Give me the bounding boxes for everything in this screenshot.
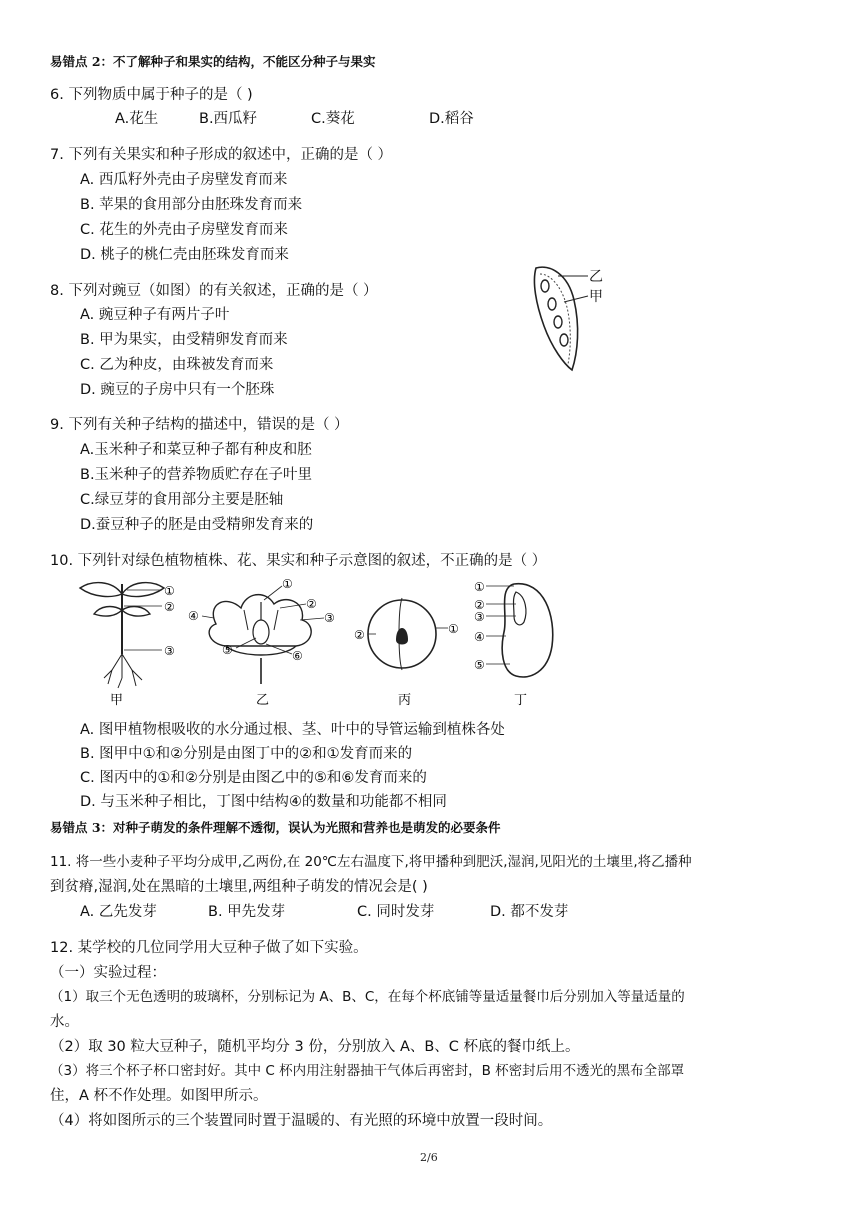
yi-marker-1: ① bbox=[282, 577, 293, 591]
q9-option-d: D.蚕豆种子的胚是由受精卵发育来的 bbox=[80, 517, 314, 533]
q12-step-3: （3）将三个杯子杯口密封好。其中 C 杯内用注射器抽干气体后再密封，B 杯密封后用不透光的黑布全部罩 bbox=[50, 1063, 685, 1079]
figure-jia-plant bbox=[72, 574, 192, 708]
question-8-stem: 8. 下列对豌豆（如图）的有关叙述，正确的是（ ） bbox=[50, 283, 378, 299]
yi-marker-3: ③ bbox=[324, 611, 335, 625]
figure-bing-fruit bbox=[352, 594, 462, 708]
q9-option-c: C.绿豆芽的食用部分主要是胚轴 bbox=[80, 492, 284, 508]
q6-option-c: C.葵花 bbox=[311, 111, 355, 127]
q6-option-a: A.花生 bbox=[115, 111, 159, 127]
q8-option-d: D. 豌豆的子房中只有一个胚珠 bbox=[80, 382, 275, 398]
q10-option-a: A. 图甲植物根吸收的水分通过根、茎、叶中的导管运输到植株各处 bbox=[80, 722, 505, 738]
figure-caption-yi: 乙 bbox=[256, 693, 270, 708]
q9-option-b: B.玉米种子的营养物质贮存在子叶里 bbox=[80, 467, 313, 483]
q10-option-d: D. 与玉米种子相比，丁图中结构④的数量和功能都不相同 bbox=[80, 794, 447, 810]
question-6-stem: 6. 下列物质中属于种子的是（ ) bbox=[50, 87, 253, 103]
ding-marker-4: ④ bbox=[474, 630, 485, 644]
pea-pod-figure bbox=[528, 260, 612, 376]
question-9-stem: 9. 下列有关种子结构的描述中，错误的是（ ） bbox=[50, 417, 349, 433]
pea-label-yi: 乙 bbox=[589, 269, 603, 285]
q10-option-b: B. 图甲中①和②分别是由图丁中的②和①发育而来的 bbox=[80, 746, 413, 762]
question-11-stem-line1: 11. 将一些小麦种子平均分成甲,乙两份,在 20℃左右温度下,将甲播种到肥沃,湿润,见阳光的土壤里,将乙播种 bbox=[50, 854, 692, 870]
ding-marker-3: ③ bbox=[474, 610, 485, 624]
question-7-stem: 7. 下列有关果实和种子形成的叙述中，正确的是（ ） bbox=[50, 147, 393, 163]
q12-step-1-cont: 水。 bbox=[50, 1014, 79, 1030]
q12-step-1: （1）取三个无色透明的玻璃杯，分别标记为 A、B、C，在每个杯底铺等量适量餐巾后分别加入等量适量的 bbox=[50, 989, 685, 1005]
section-2-heading: 易错点 2：不了解种子和果实的结构，不能区分种子与果实 bbox=[50, 54, 376, 69]
q8-option-c: C. 乙为种皮，由珠被发育而来 bbox=[80, 357, 274, 373]
question-11-stem-line2: 到贫瘠,湿润,处在黑暗的土壤里,两组种子萌发的情况会是( ) bbox=[50, 879, 428, 895]
q8-option-a: A. 豌豆种子有两片子叶 bbox=[80, 307, 230, 323]
page-number: 2/6 bbox=[420, 1151, 438, 1164]
jia-marker-3: ③ bbox=[164, 644, 175, 658]
q12-process-title: （一）实验过程： bbox=[50, 965, 166, 981]
q12-step-3-cont: 住，A 杯不作处理。如图甲所示。 bbox=[50, 1088, 268, 1104]
jia-marker-1: ① bbox=[164, 584, 175, 598]
yi-marker-5: ⑤ bbox=[222, 643, 233, 657]
q8-option-b: B. 甲为果实，由受精卵发育而来 bbox=[80, 332, 288, 348]
pea-seed bbox=[548, 298, 556, 310]
q6-option-b: B.西瓜籽 bbox=[199, 111, 258, 127]
pea-seed bbox=[560, 334, 568, 346]
pea-label-jia: 甲 bbox=[589, 289, 603, 305]
q7-option-a: A. 西瓜籽外壳由子房壁发育而来 bbox=[80, 172, 288, 188]
q11-option-c: C. 同时发芽 bbox=[357, 904, 435, 920]
figure-caption-jia: 甲 bbox=[110, 693, 124, 708]
pea-seed bbox=[541, 280, 549, 292]
q7-option-b: B. 苹果的食用部分由胚珠发育而来 bbox=[80, 197, 303, 213]
q7-option-d: D. 桃子的桃仁壳由胚珠发育而来 bbox=[80, 247, 289, 263]
figure-yi-flower bbox=[186, 574, 342, 708]
q11-option-a: A. 乙先发芽 bbox=[80, 904, 157, 920]
question-12-stem: 12. 某学校的几位同学用大豆种子做了如下实验。 bbox=[50, 940, 368, 956]
section-3-heading: 易错点 3：对种子萌发的条件理解不透彻，误认为光照和营养也是萌发的必要条件 bbox=[50, 820, 501, 835]
q6-option-d: D.稻谷 bbox=[429, 111, 474, 127]
figure-ding-seed bbox=[474, 576, 564, 708]
q12-step-2: （2）取 30 粒大豆种子，随机平均分 3 份，分别放入 A、B、C 杯底的餐巾纸上。 bbox=[50, 1039, 580, 1055]
yi-marker-6: ⑥ bbox=[292, 649, 303, 663]
ding-marker-1: ① bbox=[474, 580, 485, 594]
question-10-stem: 10. 下列针对绿色植物植株、花、果实和种子示意图的叙述，不正确的是（ ） bbox=[50, 553, 547, 569]
ding-marker-2: ② bbox=[474, 598, 485, 612]
q9-option-a: A.玉米种子和菜豆种子都有种皮和胚 bbox=[80, 442, 312, 458]
figure-caption-ding: 丁 bbox=[514, 693, 528, 708]
yi-marker-2: ② bbox=[306, 597, 317, 611]
q11-option-b: B. 甲先发芽 bbox=[208, 904, 286, 920]
yi-marker-4: ④ bbox=[188, 609, 199, 623]
q11-option-d: D. 都不发芽 bbox=[490, 904, 569, 920]
ding-marker-5: ⑤ bbox=[474, 658, 485, 672]
pea-seed bbox=[554, 316, 562, 328]
q12-step-4: （4）将如图所示的三个装置同时置于温暖的、有光照的环境中放置一段时间。 bbox=[50, 1113, 553, 1129]
q7-option-c: C. 花生的外壳由子房壁发育而来 bbox=[80, 222, 288, 238]
figure-caption-bing: 丙 bbox=[398, 693, 412, 708]
jia-marker-2: ② bbox=[164, 600, 175, 614]
bing-marker-2: ② bbox=[354, 628, 365, 642]
q10-option-c: C. 图丙中的①和②分别是由图乙中的⑤和⑥发育而来的 bbox=[80, 770, 427, 786]
bing-marker-1: ① bbox=[448, 622, 459, 636]
